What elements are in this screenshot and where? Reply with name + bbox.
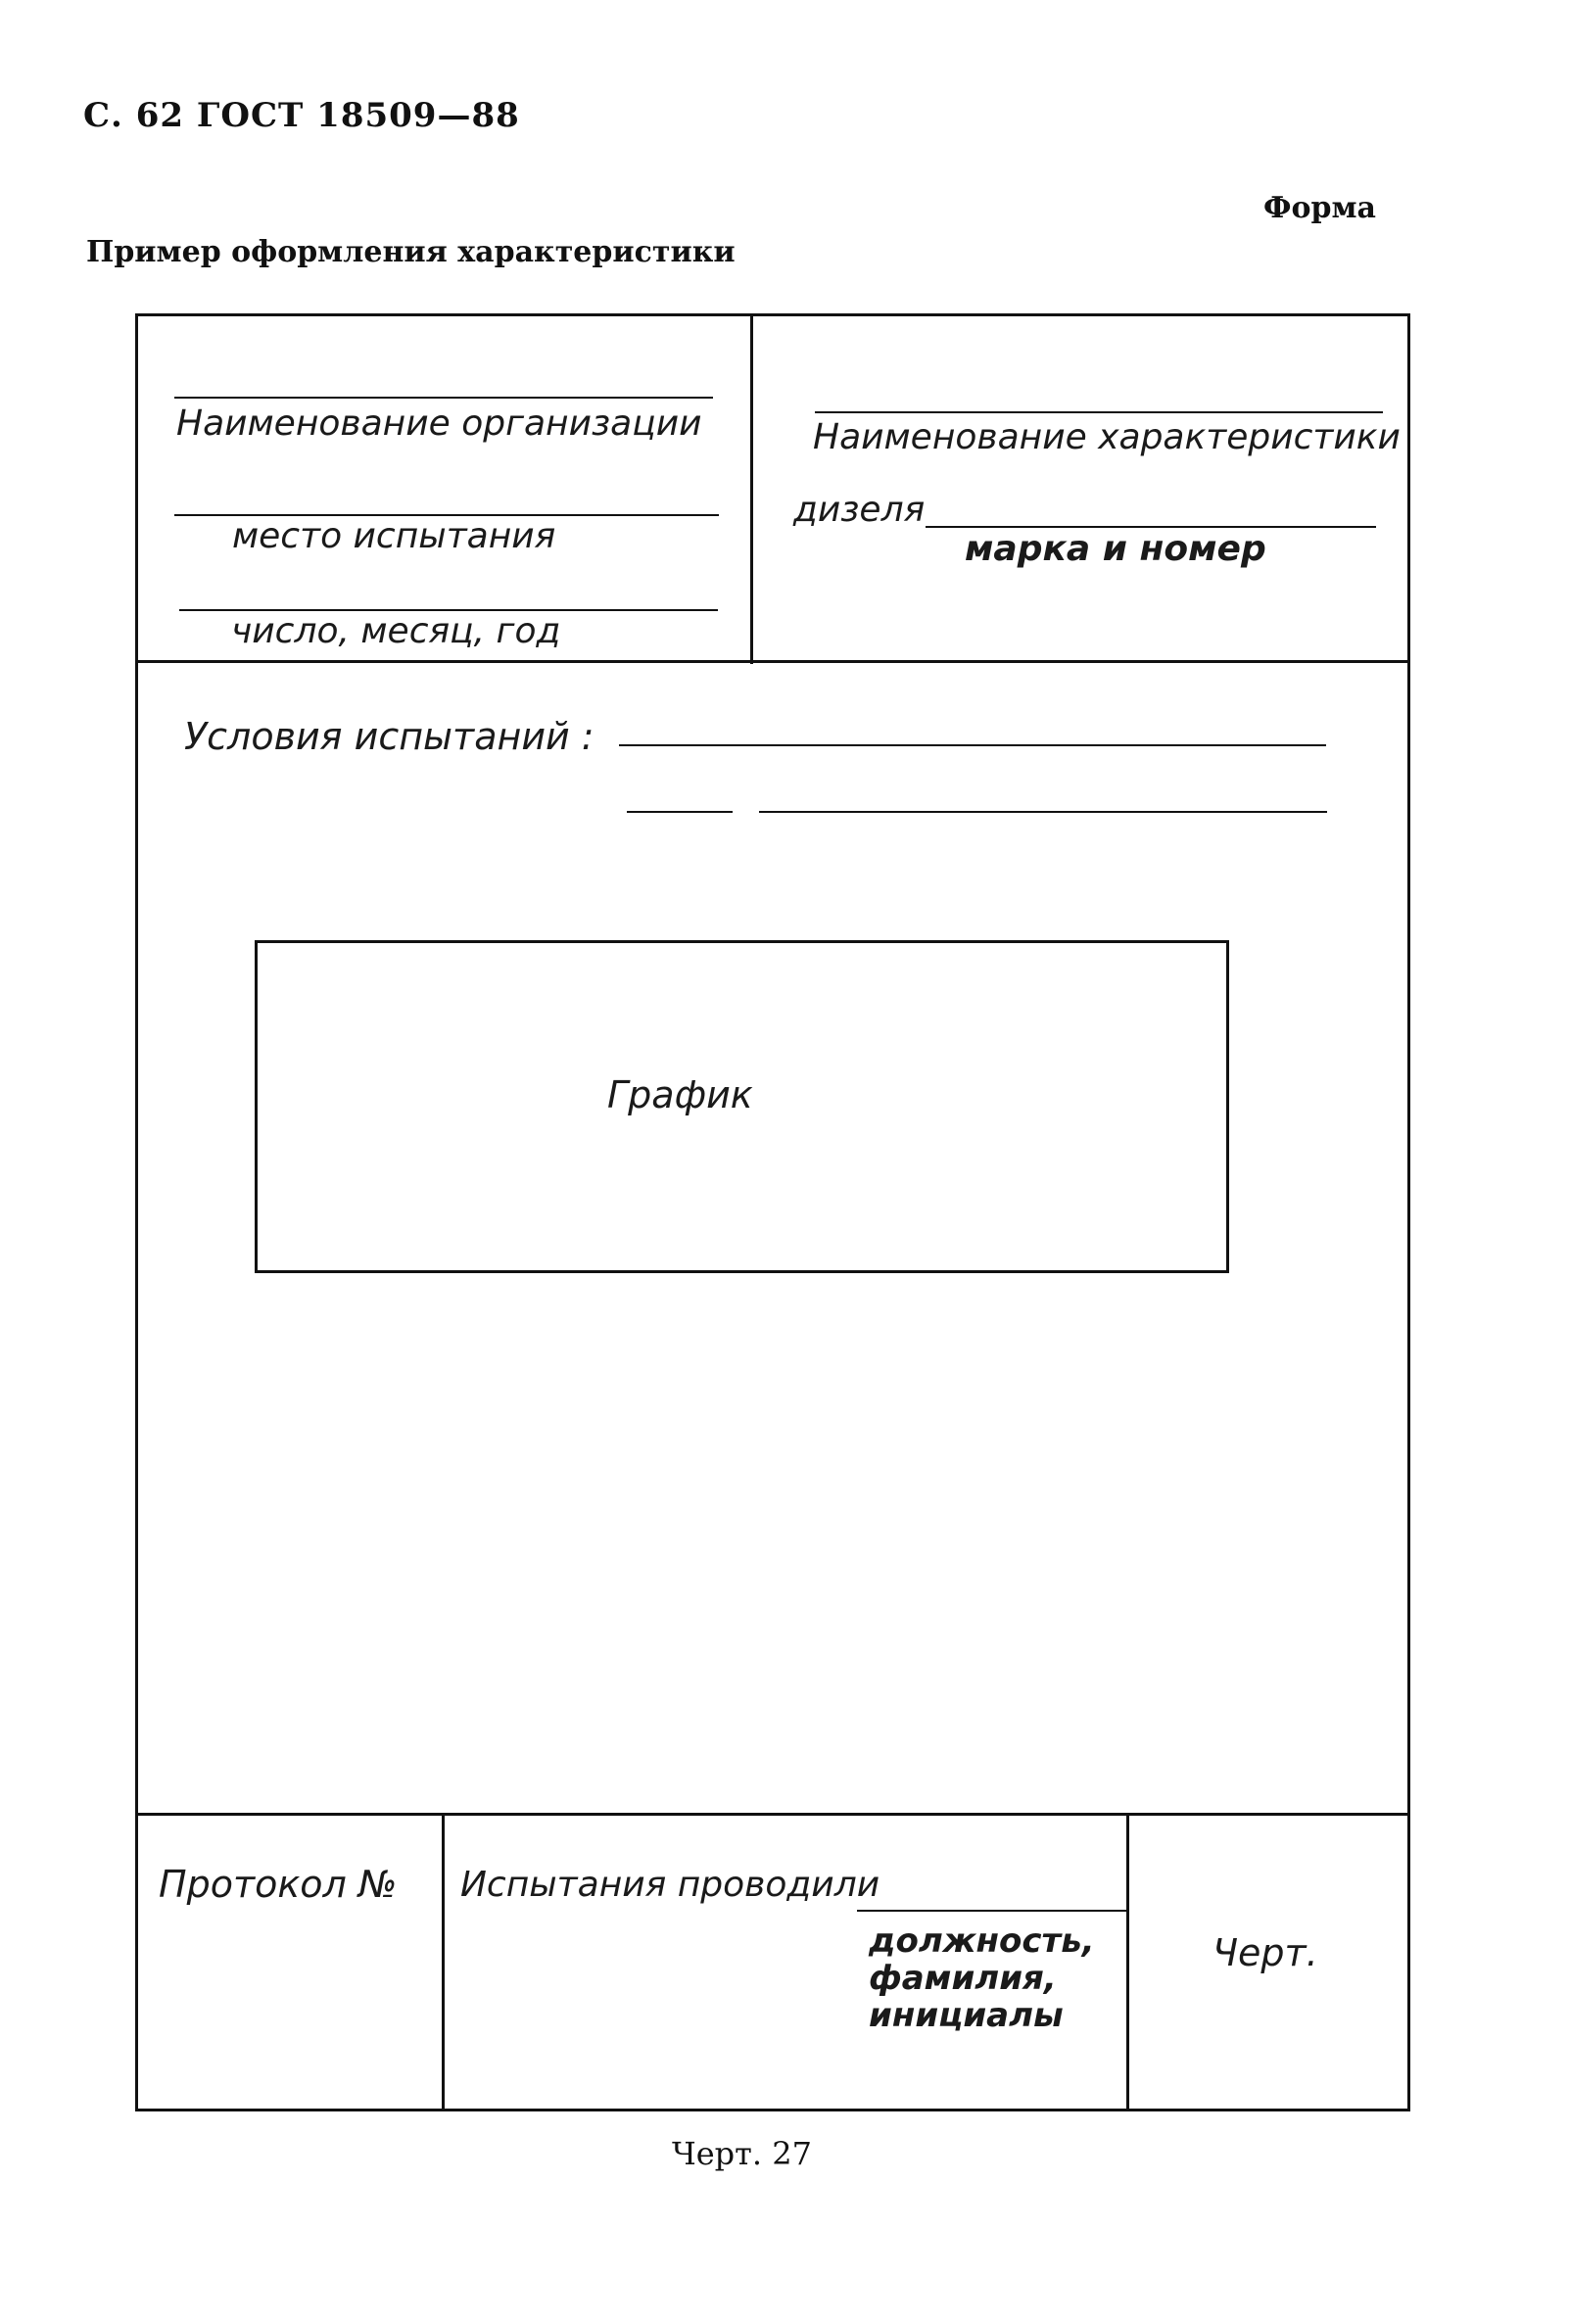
conditions-label: Условия испытаний :	[184, 715, 594, 758]
tested-by-line	[857, 1910, 1126, 1912]
tested-by-label: Испытания проводили	[460, 1865, 880, 1905]
top-section-divider	[137, 660, 1408, 663]
diesel-label: дизеля	[793, 490, 926, 530]
date-label: число, месяц, год	[231, 611, 561, 651]
graph-label: График	[607, 1073, 753, 1116]
organization-line	[174, 397, 713, 399]
position-line-1: должность,	[869, 1921, 1095, 1961]
bottom-divider-2	[1126, 1814, 1129, 2110]
position-line-3: инициалы	[869, 1996, 1064, 2035]
page-header: С. 62 ГОСТ 18509—88	[83, 96, 520, 135]
bottom-divider-1	[442, 1814, 445, 2110]
figure-caption: Черт. 27	[672, 2135, 812, 2172]
drawing-label: Черт.	[1212, 1931, 1318, 1974]
top-vertical-divider	[750, 315, 753, 664]
form-label: Форма	[1263, 191, 1376, 225]
position-line-2: фамилия,	[869, 1959, 1057, 1998]
organization-label: Наименование организации	[176, 403, 702, 444]
protocol-label: Протокол №	[159, 1863, 398, 1906]
brand-number-label: марка и номер	[965, 529, 1266, 569]
conditions-line-2b	[759, 811, 1327, 813]
characteristic-name-label: Наименование характеристики	[813, 417, 1401, 457]
characteristic-line	[815, 411, 1383, 413]
brand-number-line	[926, 526, 1376, 528]
bottom-section-divider	[137, 1813, 1408, 1816]
test-place-label: место испытания	[232, 516, 556, 556]
page-subtitle: Пример оформления характеристики	[86, 235, 736, 269]
conditions-line-2a	[627, 811, 733, 813]
conditions-line-1	[619, 744, 1326, 746]
